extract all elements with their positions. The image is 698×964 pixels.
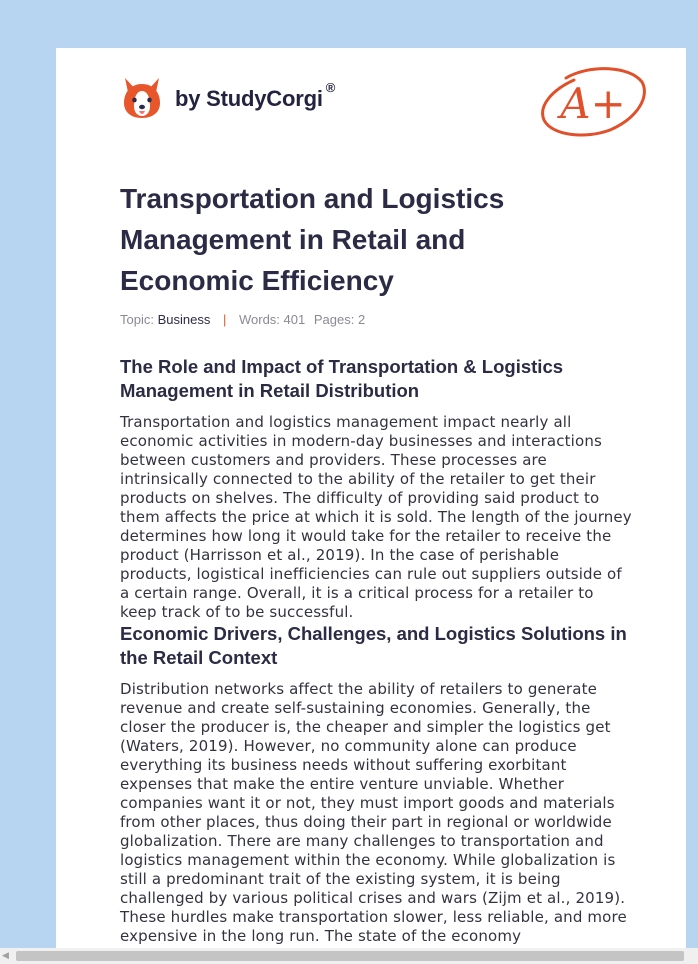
section-body-1: Transportation and logistics management impact nearly all economic activities in modern-day businesses and interactions between customers and providers. These processes are intrinsically connected to the ability of the retailer to get their products on shelves. The difficulty of providing said product to them affects the price at which it is sold. The length of the journey determines how long it would take for the retailer to receive the product (Harrisson et al., 2019). In the case of perishable products, logistical inefficiencies can rule out suppliers outside of a certain range. Overall, it is a critical process for a retailer to keep track of to be successful.	[120, 413, 632, 621]
page-title: Transportation and Logistics Management in Retail and Economic Efficiency	[120, 183, 505, 296]
horizontal-scrollbar[interactable]	[0, 948, 698, 964]
topic-link[interactable]: Business	[157, 312, 211, 327]
corgi-icon	[121, 76, 163, 122]
essay-content	[120, 355, 632, 946]
document-meta	[120, 312, 365, 327]
page-count: Pages: 2	[313, 312, 366, 327]
meta-separator: |	[222, 312, 227, 327]
section-heading-1: The Role and Impact of Transportation & Logistics Management in Retail Distribution	[120, 356, 564, 401]
document-page	[56, 48, 686, 958]
topic-label: Topic:	[120, 312, 154, 327]
grade-badge	[538, 60, 648, 144]
scrollbar-thumb[interactable]	[16, 951, 684, 961]
scroll-left-icon[interactable]: ◀	[2, 951, 9, 961]
section-body-2: Distribution networks affect the ability of retailers to generate revenue and create self-sustaining economies. Generally, the closer the producer is, the cheaper and simpler the logistics get (Waters, 2019). However, no community alone can produce everything its business needs without suffering exorbitant expenses that make the entire venture unviable. Whether companies want it or not, they must import goods and materials from other places, thus doing their part in regional or worldwide globalization. There are many challenges to transportation and logistics management within the economy. While globalization is still a predominant trait of the existing system, it is being challenged by various political crises and wars (Zijm et al., 2019). These hurdles make transportation slower, less reliable, and more expensive in the long run. The state of the economy	[120, 680, 627, 945]
studycorgi-logo[interactable]	[121, 76, 335, 122]
word-count: Words: 401	[238, 312, 306, 327]
section-heading-2: Economic Drivers, Challenges, and Logistics Solutions in the Retail Context	[120, 623, 627, 668]
grade-text: A+	[560, 79, 626, 128]
brand-name: by StudyCorgi ®	[175, 80, 336, 111]
